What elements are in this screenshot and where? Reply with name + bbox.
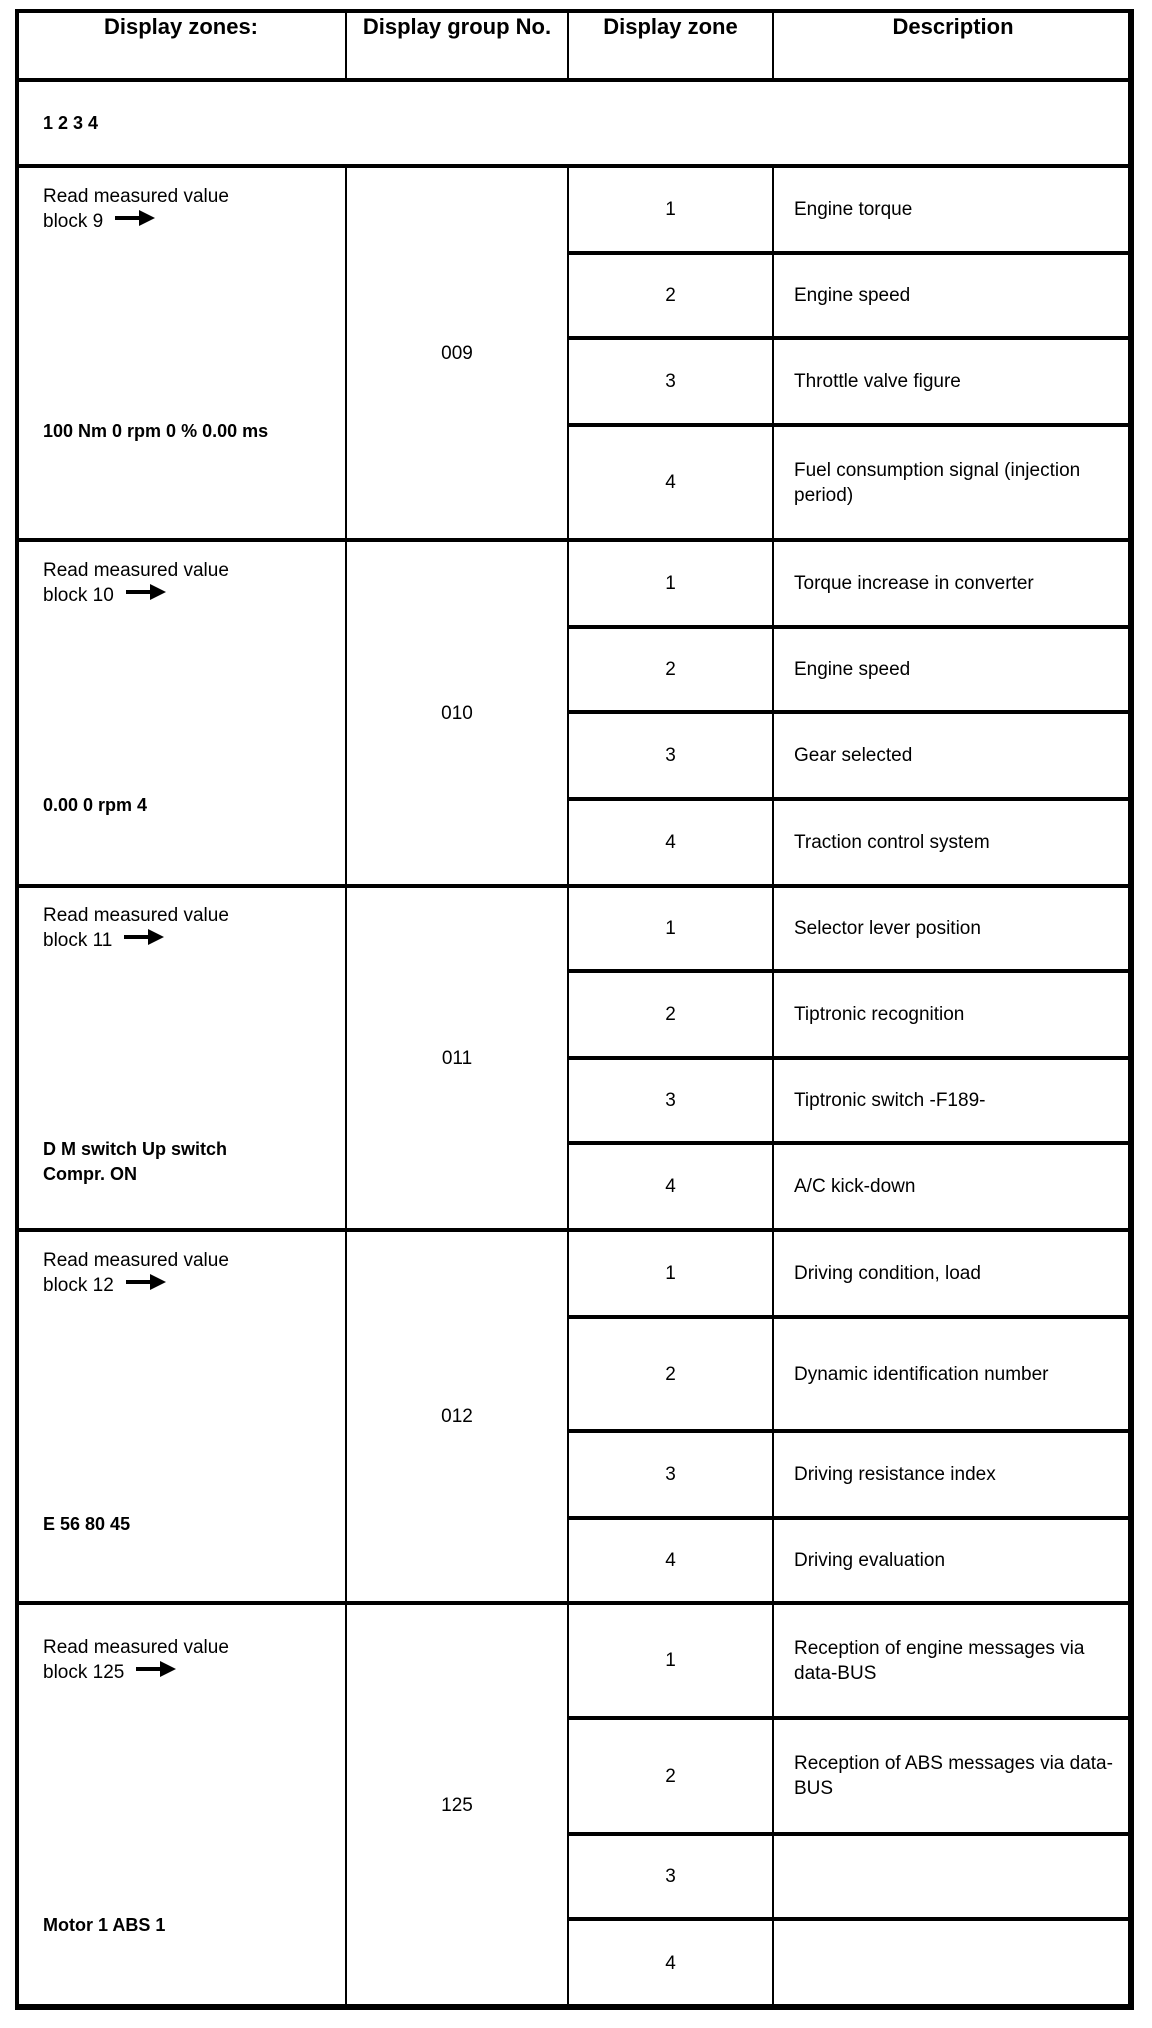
arrow-right-icon — [126, 583, 166, 608]
block-label-line1: Read measured value — [43, 185, 229, 207]
zone-description: Reception of engine messages via data-BUS — [794, 1637, 1085, 1684]
header-cell-col2 — [345, 9, 569, 82]
zone-number: 3 — [665, 1090, 676, 1111]
zone-description: Engine torque — [794, 199, 913, 220]
zone-number-cell — [567, 1919, 774, 2010]
zone-description-cell — [772, 253, 1134, 340]
zone-number: 1 — [665, 199, 676, 220]
zone-number: 3 — [665, 745, 676, 766]
zone-description: Traction control system — [794, 832, 990, 853]
group-number-cell — [345, 886, 569, 1232]
zone-description-cell — [772, 1058, 1134, 1145]
zone-description: Gear selected — [794, 745, 913, 766]
zone-number: 1 — [665, 1263, 676, 1284]
block-label-line2: block 9 — [43, 210, 104, 232]
block-label-line2: block 11 — [43, 929, 113, 951]
group-number: 125 — [441, 1795, 473, 1816]
arrow-right-icon — [124, 928, 164, 953]
zone-number-cell — [567, 253, 774, 340]
block-display-value: E 56 80 45 — [43, 1514, 131, 1534]
group-number: 012 — [441, 1406, 473, 1427]
block-label — [43, 184, 229, 234]
measured-value-block-cell — [15, 1603, 347, 2010]
zone-description: Reception of ABS messages via data-BUS — [794, 1753, 1113, 1799]
zone-number-cell — [567, 627, 774, 714]
header-label: Description — [892, 14, 1014, 39]
group-number-cell — [345, 540, 569, 888]
zone-description-cell — [772, 1834, 1134, 1921]
block-display-value: Motor 1 ABS 1 — [43, 1915, 166, 1935]
zone-number-cell — [567, 1431, 774, 1520]
zone-description-cell — [772, 338, 1134, 427]
zone-number-cell — [567, 540, 774, 629]
zone-description: Driving condition, load — [794, 1263, 981, 1284]
zone-description: Driving resistance index — [794, 1464, 996, 1485]
zone-number: 1 — [665, 573, 676, 594]
block-display-value: 0.00 0 rpm 4 — [43, 795, 148, 815]
header-cell-col1 — [15, 9, 347, 82]
block-label-line1: Read measured value — [43, 904, 229, 926]
zone-number: 4 — [665, 1176, 676, 1197]
zone-number-cell — [567, 886, 774, 973]
zone-description: Throttle valve figure — [794, 371, 961, 392]
measured-value-block-cell — [15, 886, 347, 1232]
zone-description: A/C kick-down — [794, 1176, 916, 1197]
zone-number-cell — [567, 338, 774, 427]
zone-description-cell — [772, 1603, 1134, 1720]
header-label: Display zone — [603, 14, 738, 39]
zone-number-cell — [567, 1143, 774, 1232]
zone-number: 2 — [665, 659, 676, 680]
zone-number-cell — [567, 425, 774, 542]
block-label-line2: block 10 — [43, 584, 114, 606]
zone-number-cell — [567, 1230, 774, 1319]
zone-description-cell — [772, 540, 1134, 629]
block-label-line1: Read measured value — [43, 1636, 229, 1658]
zones-row-text: 1 2 3 4 — [43, 112, 99, 133]
zone-description-cell — [772, 1919, 1134, 2010]
zone-description: Tiptronic switch -F189- — [794, 1090, 986, 1111]
block-label — [43, 1635, 229, 1685]
block-label-line2: block 125 — [43, 1661, 125, 1683]
zone-description-cell — [772, 1230, 1134, 1319]
block-label — [43, 903, 229, 953]
zone-number-cell — [567, 1603, 774, 1720]
zone-number: 4 — [665, 1953, 676, 1974]
zone-number: 3 — [665, 371, 676, 392]
zone-number: 4 — [665, 1550, 676, 1571]
block-display-value: 100 Nm 0 rpm 0 % 0.00 ms — [43, 421, 269, 441]
zone-number: 1 — [665, 1650, 676, 1671]
zone-description: Fuel consumption signal (injection period) — [794, 459, 1081, 506]
group-number: 011 — [441, 1047, 473, 1069]
zone-description: Selector lever position — [794, 918, 981, 939]
zone-description-cell — [772, 799, 1134, 888]
zone-description-cell — [772, 627, 1134, 714]
block-label — [43, 1248, 229, 1298]
block-display-value: D M switch Up switch Compr. ON — [43, 1139, 228, 1184]
zone-description-cell — [772, 1518, 1134, 1605]
zone-description-cell — [772, 425, 1134, 542]
arrow-right-icon — [115, 209, 155, 234]
zone-number: 4 — [665, 832, 676, 853]
zone-description: Torque increase in converter — [794, 573, 1034, 594]
measured-value-block-cell — [15, 1230, 347, 1605]
group-number: 010 — [441, 702, 473, 724]
arrow-right-icon — [136, 1660, 176, 1685]
zone-number-cell — [567, 166, 774, 255]
zone-description: Dynamic identification number — [794, 1363, 1049, 1385]
zone-number: 2 — [665, 1004, 676, 1025]
zones-row — [15, 80, 1134, 168]
zone-number: 1 — [665, 918, 676, 939]
group-number: 009 — [441, 342, 473, 364]
zone-number-cell — [567, 712, 774, 801]
header-cell-col3 — [567, 9, 774, 82]
zone-number: 3 — [665, 1866, 676, 1887]
zone-description-cell — [772, 1317, 1134, 1433]
zone-description-cell — [772, 971, 1134, 1060]
zone-number-cell — [567, 1834, 774, 1921]
zone-number-cell — [567, 1518, 774, 1605]
zone-description-cell — [772, 712, 1134, 801]
zone-number: 2 — [665, 1765, 676, 1787]
zone-description-cell — [772, 166, 1134, 255]
zone-number: 2 — [665, 285, 676, 306]
group-number-cell — [345, 166, 569, 542]
header-label: Display zones: — [103, 14, 259, 39]
zone-description-cell — [772, 1431, 1134, 1520]
group-number-cell — [345, 1603, 569, 2010]
zone-number-cell — [567, 799, 774, 888]
measured-value-block-cell — [15, 540, 347, 888]
zone-description-cell — [772, 886, 1134, 973]
arrow-right-icon — [126, 1273, 166, 1298]
header-label: Display group No. — [362, 14, 552, 39]
zone-description-cell — [772, 1143, 1134, 1232]
block-label-line1: Read measured value — [43, 1249, 229, 1271]
header-cell-col4 — [772, 9, 1134, 82]
block-label-line1: Read measured value — [43, 559, 229, 581]
zone-description: Engine speed — [794, 659, 911, 680]
zone-number: 3 — [665, 1464, 676, 1485]
zone-number-cell — [567, 1317, 774, 1433]
zone-description: Tiptronic recognition — [794, 1004, 965, 1025]
group-number-cell — [345, 1230, 569, 1605]
measured-value-block-cell — [15, 166, 347, 542]
block-label — [43, 558, 229, 608]
zone-number-cell — [567, 1718, 774, 1836]
zone-description-cell — [772, 1718, 1134, 1836]
zone-number-cell — [567, 971, 774, 1060]
block-label-line2: block 12 — [43, 1274, 114, 1296]
zone-number-cell — [567, 1058, 774, 1145]
zone-description: Driving evaluation — [794, 1550, 946, 1571]
zone-description: Engine speed — [794, 285, 911, 306]
zone-number: 4 — [665, 472, 676, 493]
zone-number: 2 — [665, 1363, 676, 1385]
